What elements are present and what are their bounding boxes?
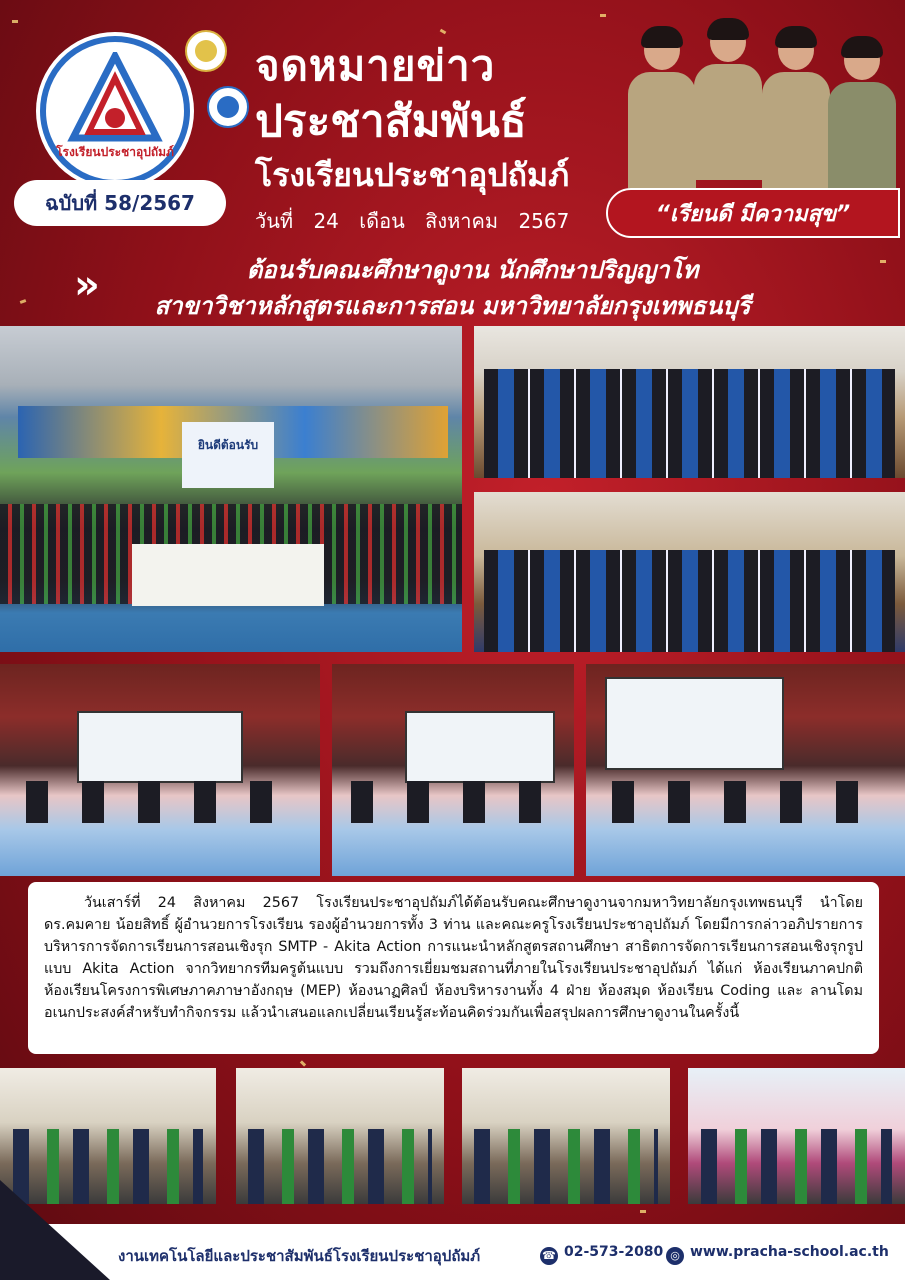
footer-phone-number: 02-573-2080	[564, 1244, 664, 1260]
phone-icon: ☎	[540, 1247, 558, 1265]
headline-line-2: สาขาวิชาหลักสูตรและการสอน มหาวิทยาลัยกรุงเทพธนบุรี	[154, 292, 751, 320]
photo-panel-discussion	[0, 664, 320, 876]
newsletter-subtitle: ประชาสัมพันธ์	[255, 96, 527, 147]
date-month: สิงหาคม	[425, 209, 499, 233]
globe-icon: ◎	[666, 1247, 684, 1265]
school-name: โรงเรียนประชาอุปถัมภ์	[255, 156, 570, 194]
school-emblem-icon	[61, 52, 169, 148]
footer-website-url: www.pracha-school.ac.th	[690, 1244, 889, 1260]
news-body	[28, 882, 879, 1054]
director-photo	[694, 22, 762, 180]
footer-corner-decoration	[0, 1180, 110, 1280]
footer-website[interactable]	[666, 1244, 889, 1265]
staff-photo	[762, 30, 830, 188]
photo-presentation	[332, 664, 574, 876]
newsletter-title: จดหมายข่าว	[255, 41, 496, 90]
footer-department: งานเทคโนโลยีและประชาสัมพันธ์โรงเรียนประชาอุปถัมภ์	[118, 1247, 481, 1265]
confetti	[300, 1060, 306, 1066]
confetti	[12, 20, 18, 23]
welcome-sign: ยินดีต้อนรับ	[182, 422, 274, 488]
photo-coding-room	[688, 1068, 905, 1204]
issue-date	[255, 205, 583, 237]
district-seal-icon	[207, 86, 249, 128]
double-chevron-icon: »	[74, 262, 100, 308]
photo-group-meeting-room	[474, 326, 905, 478]
school-logo	[40, 36, 190, 186]
headline-line-1: ต้อนรับคณะศึกษาดูงาน นักศึกษาปริญญาโท	[246, 256, 699, 284]
logo-text: โรงเรียนประชาอุปถัมภ์	[56, 145, 174, 159]
date-day-label: วันที่	[255, 209, 294, 233]
confetti	[600, 14, 606, 17]
school-slogan: “เรียนดี มีความสุข”	[606, 188, 900, 238]
photo-curriculum-slide	[586, 664, 905, 876]
photo-group-thumbs-up	[474, 492, 905, 652]
confetti	[640, 1210, 646, 1213]
date-month-label: เดือน	[359, 209, 405, 233]
ministry-seal-icon	[185, 30, 227, 72]
staff-photo	[628, 30, 696, 188]
photo-library	[462, 1068, 670, 1204]
news-body-text: วันเสาร์ที่ 24 สิงหาคม 2567 โรงเรียนประชาอุปถัมภ์ได้ต้อนรับคณะศึกษาดูงานจากมหาวิทยาลัยกรุงเทพธนบุรี นำโดย ดร.คมคาย น้อยสิทธิ์ ผู้อำนวยการโรงเรียน รองผู้อำนวยการทั้ง 3 ท่าน และคณะครูโรงเรียนประชาอุปถัมภ์ โดยมีการกล่าวอภิปรายการบริหารการจัดการเรียนการสอนเชิงรุก SMTP - Akita Action การแนะนำหลักสูตรสถานศึกษา สาธิตการจัดการเรียนการสอนเชิงรุกรูปแบบ Akita Action จากวิทยากรทีมครูต้นแบบ รวมถึงการเยี่ยมชมสถานที่ภายในโรงเรียนประชาอุปถัมภ์ ได้แก่ ห้องเรียนภาคปกติ ห้องเรียนโครงการพิเศษภาคภาษาอังกฤษ (MEP) ห้องนาฏศิลป์ ห้องบริหารงานทั้ง 4 ฝ่าย ห้องสมุด ห้องเรียน Coding และ ลานโดมอเนกประสงค์สำหรับทำกิจกรรม แล้วนำเสนอแลกเปลี่ยนเรียนรู้สะท้อนคิดร่วมกันเพื่อสรุปผลการศึกษาดูงานในครั้งนี้	[44, 895, 863, 1021]
confetti	[440, 29, 447, 35]
date-year: 2567	[518, 209, 570, 233]
footer-phone[interactable]	[540, 1244, 663, 1265]
date-day: 24	[313, 209, 339, 233]
photo-dance-room	[236, 1068, 444, 1204]
staff-photo	[828, 40, 896, 198]
photo-group-gym	[0, 326, 462, 652]
issue-badge: ฉบับที่ 58/2567	[14, 180, 226, 226]
